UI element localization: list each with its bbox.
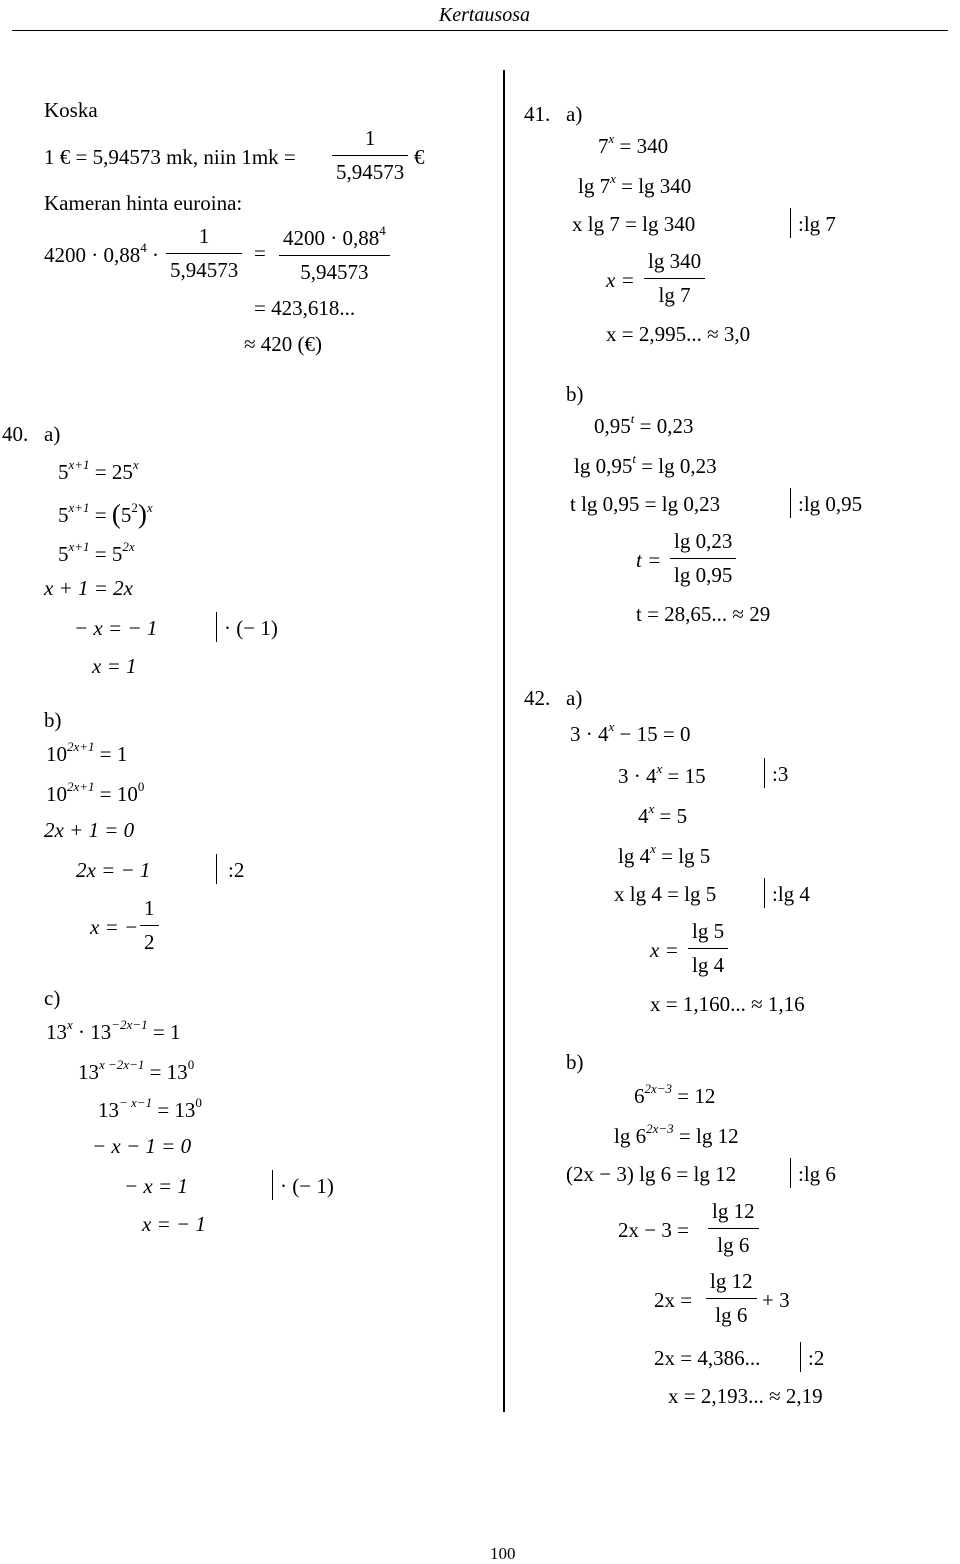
eq-40c-2 [78,1057,195,1084]
fraction-41a [644,251,705,306]
base: 3 · 4 [570,722,609,746]
numerator-text: 4200 · 0,88 [283,226,380,250]
equals: = [94,503,107,527]
eq-42b-1 [634,1081,716,1108]
fraction-numerator: 1 [364,126,376,150]
operation-40b: :2 [228,858,245,882]
price-exponent: 4 [140,240,147,255]
base: 13 [46,1020,67,1044]
fraction-denominator: 2 [144,930,155,954]
operation-bar [764,758,765,788]
fraction-mk-euro [332,128,408,183]
rhs: lg 6 = lg 12 [639,1162,737,1186]
eq-42a-5: x lg 4 = lg 5 [614,882,717,906]
exponent: x [67,1017,73,1032]
eq-40c-1 [46,1017,181,1044]
fraction-numerator: lg 0,23 [674,529,733,553]
base: 3 · 4 [618,764,657,788]
text-kameran-hinta: Kameran hinta euroina: [44,191,243,215]
operation-41b: :lg 0,95 [798,492,863,516]
price-rounded: ≈ 420 (€) [244,332,323,356]
base: 13 [98,1098,119,1122]
exponent: x [648,801,655,816]
rhs: = 340 [619,134,669,158]
paren-group: (2x − 3) [566,1162,634,1186]
column-divider [503,70,505,1412]
exercise-42-number: 42. [524,686,551,710]
fraction-price-2 [279,223,390,284]
base: lg 7 [578,174,611,198]
eq-42a-6-lhs: x = [650,938,679,962]
operation-42b-2: :2 [808,1346,825,1370]
fraction-denominator: 5,94573 [170,258,239,282]
exponent: t [630,411,635,426]
base: 13 [78,1060,99,1084]
exponent: − x−1 [119,1095,153,1110]
operation-bar [790,208,791,238]
fraction-numerator: lg 12 [712,1199,755,1223]
exponent: x [610,171,616,186]
rhs: = 1 [99,742,128,766]
text-koska: Koska [44,98,98,122]
eq-40a-1 [58,457,139,484]
euro-symbol: € [414,145,425,169]
exponent: 0 [195,1095,202,1110]
price-dot: · [152,243,159,267]
eq-40a-5: − x = − 1 [74,616,158,640]
rhs: = 10 [99,782,138,806]
eq-41a-4-lhs: x = [606,268,635,292]
operation-41a: :lg 7 [798,212,836,236]
fraction-denominator: lg 6 [717,1233,750,1257]
eq-41b-5: t = 28,65... ≈ 29 [636,602,771,626]
fraction-42b-2 [706,1271,757,1326]
operation-bar [216,854,217,884]
operation-42a-2: :lg 4 [772,882,810,906]
price-base: 4200 · 0,88 [44,243,141,267]
fraction-40b [140,898,159,953]
operation-bar [216,612,217,642]
exercise-40-part-c: c) [44,986,61,1010]
exercise-40-part-a: a) [44,422,61,446]
eq-41b-3: t lg 0,95 = lg 0,23 [570,492,721,516]
operation-bar [764,878,765,908]
eq-41b-1 [594,411,694,438]
eq-40a-4: x + 1 = 2x [44,576,133,600]
exercise-40-number: 40. [2,422,29,446]
base: lg 4 [618,844,651,868]
fraction-numerator [279,223,390,255]
base: lg 0,95 [574,454,633,478]
exponent: x −2x−1 [99,1057,145,1072]
eq-42b-3 [566,1164,736,1185]
eq-40b-5-lhs: x = − [90,915,139,939]
exponent: 0 [187,1057,195,1072]
eq-42b-4-lhs: 2x − 3 = [618,1218,689,1242]
eq-42b-5-lhs: 2x = [654,1288,693,1312]
rhs: = 1 [152,1020,181,1044]
rhs: = 0,23 [639,414,694,438]
operation-bar [790,488,791,518]
base: 7 [598,134,609,158]
base: 5 [58,460,69,484]
eq-40b-3: 2x + 1 = 0 [44,818,135,842]
operation-bar [790,1158,791,1188]
page-number: 100 [490,1544,516,1563]
inner-exponent: 2 [131,500,138,515]
numerator-exponent: 4 [379,223,386,238]
rhs: = 13 [149,1060,188,1084]
exponent: x [656,761,663,776]
exercise-41-part-b: b) [566,382,584,406]
eq-42b-5-rest: + 3 [762,1288,790,1312]
fraction-denominator: lg 4 [692,953,725,977]
rhs: = 5 [659,804,688,828]
eq-41b-4-lhs: t = [636,548,662,572]
fraction-denominator: lg 7 [658,283,691,307]
eq-40a-3 [58,539,135,566]
eq-40c-4: − x − 1 = 0 [92,1134,192,1158]
base: lg 6 [614,1124,647,1148]
operation-42b-1: :lg 6 [798,1162,836,1186]
exercise-40-part-b: b) [44,708,62,732]
fraction-41b [670,531,736,586]
rhs: = 13 [157,1098,196,1122]
operation-40c: · (− 1) [280,1174,334,1198]
base: 13 [90,1020,112,1044]
fraction-numerator: lg 12 [710,1269,753,1293]
eq-41a-5: x = 2,995... ≈ 3,0 [606,322,751,346]
exponent: t [632,451,636,466]
price-result: = 423,618... [254,296,356,320]
exponent: x+1 [68,500,90,515]
eq-40a-2: $5^{x+1} = (5^2)^x$ [58,499,153,529]
eq-42a-7: x = 1,160... ≈ 1,16 [650,992,805,1016]
fraction-denominator: 5,94573 [300,260,369,284]
header-rule [12,30,948,31]
eq-41a-1 [598,131,669,158]
eq-41a-3: x lg 7 = lg 340 [572,212,696,236]
operation-42a-1: :3 [772,762,789,786]
eq-42a-3 [638,801,688,828]
base: 5 [58,503,69,527]
eq-41a-2 [578,171,692,198]
exercise-41-number: 41. [524,102,551,126]
outer-exponent: x [146,500,153,515]
eq-40c-6: x = − 1 [142,1212,206,1236]
eq-41b-2 [574,451,717,478]
eq-40a-6: x = 1 [92,654,137,678]
operation-bar [272,1170,273,1200]
rhs: = 25 [94,460,133,484]
price-equals: = [254,241,266,265]
dot: · [78,1020,86,1044]
exponent: 2x+1 [67,779,95,794]
exponent: 2x−3 [644,1081,673,1096]
operation-40a: · (− 1) [224,616,278,640]
operation-bar [800,1342,801,1372]
exponent: x+1 [68,539,90,554]
exponent: 0 [137,779,145,794]
eq-42b-6: 2x = 4,386... [654,1346,761,1370]
fraction-numerator: lg 5 [692,919,725,943]
eq-42a-2 [618,761,706,788]
text-euro-rate: 1 € = 5,94573 mk, niin 1mk = [44,145,296,169]
fraction-numerator: 1 [198,224,210,248]
eq-40c-3 [98,1095,202,1122]
exponent: x [650,841,656,856]
rhs: = 15 [667,764,706,788]
price-expression [44,240,159,267]
exponent: 2x [122,539,135,554]
fraction-42a [688,921,728,976]
running-header: Kertausosa [438,4,530,26]
eq-40b-2 [46,779,145,806]
exponent: x [608,131,615,146]
rhs: = 12 [677,1084,716,1108]
eq-42b-7: x = 2,193... ≈ 2,19 [668,1384,823,1408]
exponent: −2x−1 [111,1017,148,1032]
rhs: = lg 340 [621,174,692,198]
base: 0,95 [594,414,631,438]
exercise-41-part-a: a) [566,102,583,126]
rhs: = lg 0,23 [641,454,717,478]
base: 5 [58,542,69,566]
fraction-42b-1 [708,1201,759,1256]
exercise-42-part-a: a) [566,686,583,710]
eq-42a-1 [570,719,691,746]
exponent: x [608,719,615,734]
fraction-price-1 [166,226,242,281]
eq-40b-1 [46,739,128,766]
base: 10 [46,782,67,806]
eq-40b-4: 2x = − 1 [76,858,151,882]
rhs: = lg 12 [678,1124,739,1148]
fraction-numerator: lg 340 [648,249,702,273]
rhs: = lg 5 [661,844,711,868]
exponent: 2x+1 [67,739,95,754]
base: 4 [638,804,649,828]
exponent: x [132,457,139,472]
inner-base: 5 [120,503,132,527]
base: 10 [46,742,67,766]
rhs: = 5 [94,542,123,566]
exponent: x+1 [68,457,90,472]
fraction-denominator: 5,94573 [336,160,405,184]
rhs: − 15 = 0 [619,722,691,746]
eq-40c-5: − x = 1 [124,1174,188,1198]
exponent: 2x−3 [646,1121,674,1136]
base: 6 [634,1084,645,1108]
exercise-42-part-b: b) [566,1050,584,1074]
fraction-denominator: lg 0,95 [674,563,733,587]
fraction-numerator: 1 [144,896,155,920]
fraction-denominator: lg 6 [715,1303,748,1327]
eq-42a-4 [618,841,711,868]
eq-42b-2 [614,1121,739,1148]
